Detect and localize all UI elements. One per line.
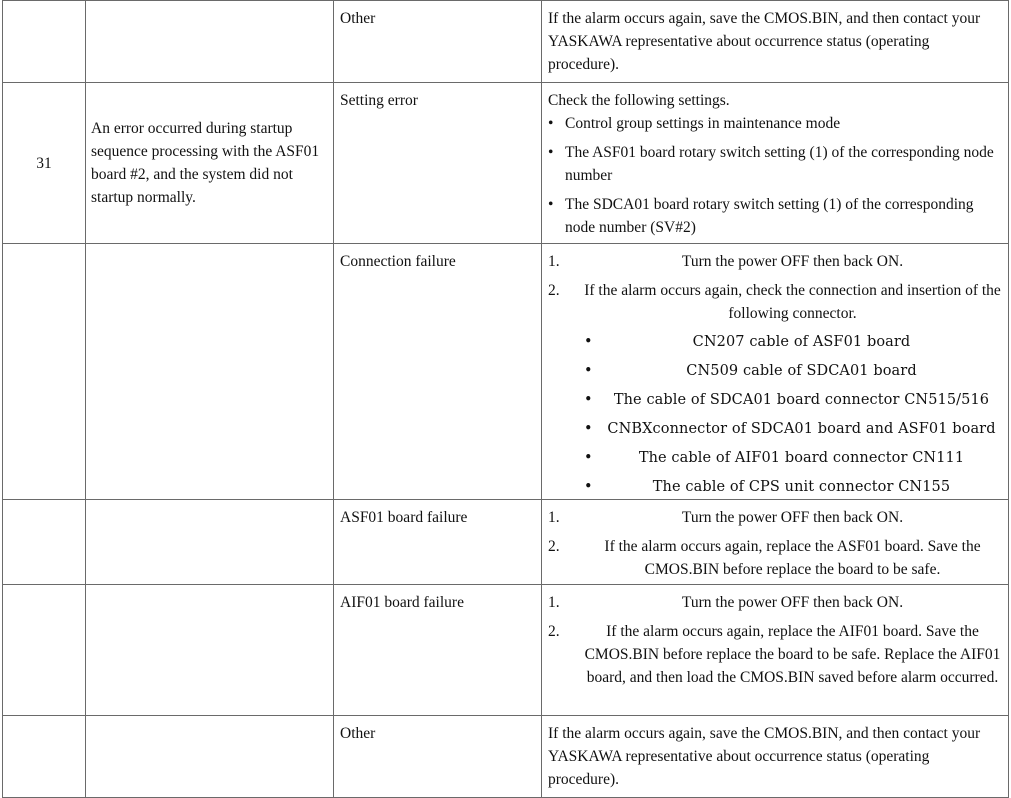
remedy-cell — [542, 716, 1009, 798]
table-row — [3, 716, 1009, 798]
cause-cell — [334, 716, 542, 798]
steps-list — [548, 591, 1002, 689]
alarm-number-cell — [3, 585, 86, 716]
list-item: • The ASF01 board rotary switch setting (1) of the corresponding node number — [548, 141, 1002, 187]
step-item — [548, 506, 1002, 529]
list-item: • The cable of AIF01 board connector CN111 — [583, 447, 1002, 470]
step-text: Turn the power OFF then back ON. — [681, 594, 904, 611]
alarm-description-cell — [86, 83, 334, 244]
alarm-number-cell — [3, 500, 86, 585]
table-row — [3, 585, 1009, 716]
list-item: • CN509 cable of SDCA01 board — [583, 360, 1002, 383]
step-marker: 2. — [548, 538, 560, 555]
alarm-description-cell — [86, 244, 334, 500]
cause-cell — [334, 500, 542, 585]
remedy-cell — [542, 83, 1009, 244]
list-item: • Control group settings in maintenance mode — [548, 112, 1002, 135]
table-row — [3, 500, 1009, 585]
table-row — [3, 244, 1009, 500]
cause-text: Connection failure — [340, 253, 456, 270]
list-item: • CN207 cable of ASF01 board — [583, 331, 1002, 354]
remedy-text: If the alarm occurs again, save the CMOS.BIN, and then contact your YASKAWA representative about occurrence status (operating procedure). — [548, 10, 981, 73]
list-item: • CNBXconnector of SDCA01 board and ASF01 board — [583, 418, 1002, 441]
step-item — [548, 250, 1002, 273]
remedy-text: If the alarm occurs again, save the CMOS.BIN, and then contact your YASKAWA representative about occurrence status (operating procedure). — [548, 725, 981, 788]
step-text: If the alarm occurs again, replace the AIF01 board. Save the CMOS.BIN before replace the board to be safe. Replace the AIF01 board, and then load the CMOS.BIN saved before alarm occurred. — [584, 623, 1001, 686]
steps-list — [548, 250, 1002, 499]
cause-cell — [334, 83, 542, 244]
step-marker: 2. — [548, 623, 560, 640]
step-marker: 1. — [548, 253, 560, 270]
step-marker: 1. — [548, 509, 560, 526]
alarm-number-cell — [3, 244, 86, 500]
list-item: • The cable of SDCA01 board connector CN515/516 — [583, 389, 1002, 412]
alarm-description: An error occurred during startup sequence processing with the ASF01 board #2, and the system did not startup normally. — [91, 120, 320, 206]
table-row — [3, 83, 1009, 244]
step-marker: 1. — [548, 594, 560, 611]
alarm-description-cell — [86, 585, 334, 716]
step-text: If the alarm occurs again, check the connection and insertion of the following connector. — [584, 282, 1001, 322]
step-item — [548, 620, 1002, 689]
cause-text: Setting error — [340, 92, 418, 109]
cause-cell — [334, 585, 542, 716]
cause-text: Other — [340, 10, 376, 27]
step-item — [548, 535, 1002, 581]
remedy-cell — [542, 244, 1009, 500]
alarm-number: 31 — [36, 154, 52, 172]
alarm-number-cell — [3, 83, 86, 244]
step-item — [548, 591, 1002, 614]
step-item — [548, 279, 1002, 499]
alarm-number-cell — [3, 1, 86, 83]
cause-text: Other — [340, 725, 376, 742]
alarm-description-cell — [86, 716, 334, 798]
remedy-cell — [542, 500, 1009, 585]
steps-list — [548, 506, 1002, 581]
cause-cell — [334, 244, 542, 500]
list-item: • The SDCA01 board rotary switch setting (1) of the corresponding node number (SV#2) — [548, 193, 1002, 239]
alarm-number-cell — [3, 716, 86, 798]
cause-cell — [334, 1, 542, 83]
table-row — [3, 1, 1009, 83]
alarm-remedy-table — [2, 0, 1009, 798]
step-text: If the alarm occurs again, replace the ASF01 board. Save the CMOS.BIN before replace the board to be safe. — [604, 538, 981, 578]
alarm-description-cell — [86, 1, 334, 83]
settings-list — [548, 112, 1002, 239]
step-text: Turn the power OFF then back ON. — [681, 253, 904, 270]
alarm-description-cell — [86, 500, 334, 585]
connector-list — [583, 331, 1002, 499]
step-text: Turn the power OFF then back ON. — [681, 509, 904, 526]
remedy-intro: Check the following settings. — [548, 92, 730, 109]
list-item: • The cable of CPS unit connector CN155 — [583, 476, 1002, 499]
remedy-cell — [542, 585, 1009, 716]
step-marker: 2. — [548, 282, 560, 299]
cause-text: AIF01 board failure — [340, 594, 464, 611]
remedy-cell — [542, 1, 1009, 83]
cause-text: ASF01 board failure — [340, 509, 468, 526]
